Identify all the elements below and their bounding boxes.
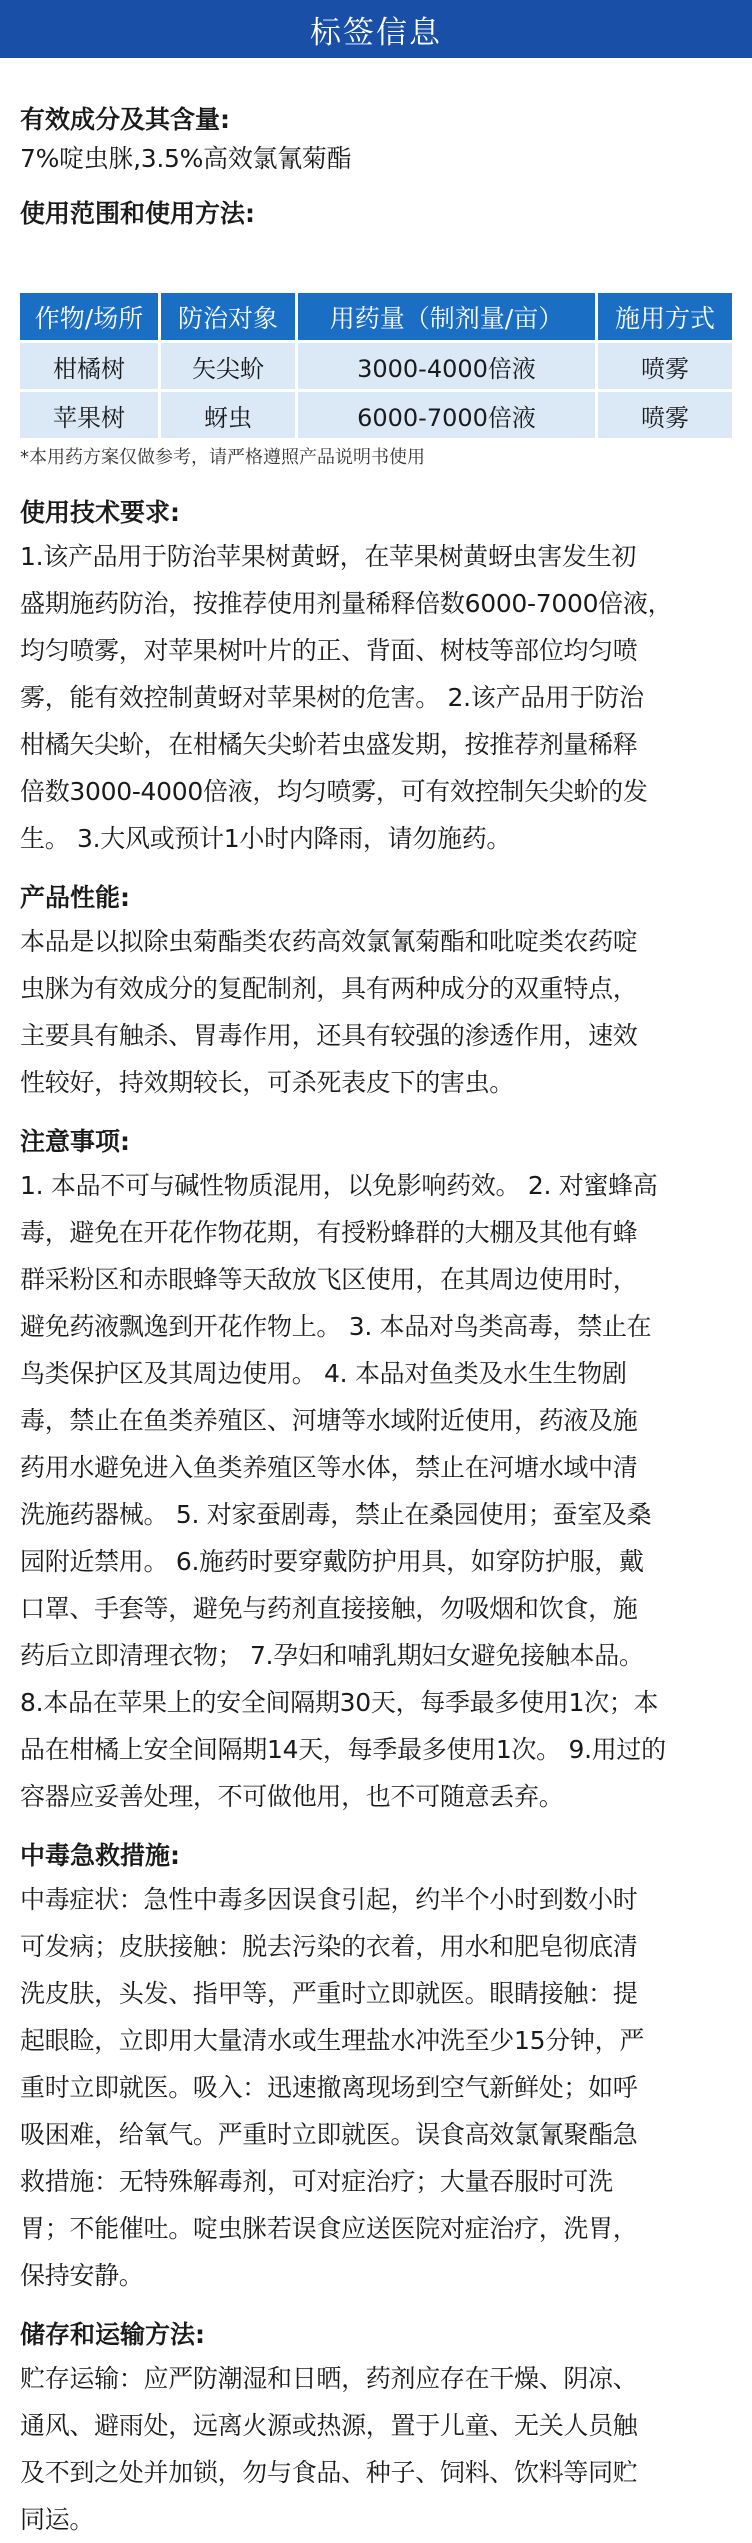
- storage-line: 贮存运输：应严防潮湿和日晒，药剂应存在干燥、阴凉、: [20, 2364, 638, 2393]
- ingredients-section: [20, 100, 732, 178]
- table-row: [20, 392, 732, 438]
- cautions-title: 注意事项:: [20, 1127, 130, 1156]
- first-aid-section: [20, 1836, 732, 2299]
- first-aid-line: 起眼睑，立即用大量清水或生理盐水冲洗至少15分钟，严: [20, 2026, 645, 2055]
- technique-line: 柑橘矢尖蚧，在柑橘矢尖蚧若虫盛发期，按推荐剂量稀释: [20, 730, 638, 759]
- table-cell-dosage: 3000-4000倍液: [298, 343, 595, 389]
- performance-line: 虫脒为有效成分的复配制剂，具有两种成分的双重特点，: [20, 974, 638, 1003]
- label-content: [0, 100, 752, 2543]
- cautions-line: 群采粉区和赤眼蜂等天敌放飞区使用，在其周边使用时，: [20, 1265, 638, 1294]
- cautions-line: 1. 本品不可与碱性物质混用，以免影响药效。 2. 对蜜蜂高: [20, 1171, 658, 1200]
- technique-section: [20, 493, 732, 862]
- technique-line: 倍数3000-4000倍液，均匀喷雾，可有效控制矢尖蚧的发: [20, 777, 648, 806]
- first-aid-body: [20, 1876, 732, 2299]
- table-cell-method: 喷雾: [598, 343, 732, 389]
- storage-section: [20, 2315, 732, 2543]
- first-aid-line: 胃；不能催吐。啶虫脒若误食应送医院对症治疗，洗胃，: [20, 2214, 638, 2243]
- performance-line: 本品是以拟除虫菊酯类农药高效氯氰菊酯和吡啶类农药啶: [20, 927, 638, 956]
- column-header-target: 防治对象: [161, 293, 295, 340]
- cautions-line: 洗施药器械。 5. 对家蚕剧毒，禁止在桑园使用；蚕室及桑: [20, 1500, 652, 1529]
- technique-line: 1.该产品用于防治苹果树黄蚜，在苹果树黄蚜虫害发生初: [20, 542, 637, 571]
- table-cell-dosage: 6000-7000倍液: [298, 392, 595, 438]
- table-cell-target: 蚜虫: [161, 392, 295, 438]
- column-header-dosage: 用药量（制剂量/亩）: [298, 293, 595, 340]
- performance-line: 主要具有触杀、胃毒作用，还具有较强的渗透作用，速效: [20, 1021, 638, 1050]
- cautions-line: 药后立即清理衣物； 7.孕妇和哺乳期妇女避免接触本品。: [20, 1641, 644, 1670]
- cautions-line: 容器应妥善处理，不可做他用，也不可随意丢弃。: [20, 1782, 564, 1811]
- usage-table: [17, 290, 735, 441]
- storage-body: [20, 2355, 732, 2543]
- cautions-line: 园附近禁用。 6.施药时要穿戴防护用具，如穿防护服，戴: [20, 1547, 644, 1576]
- first-aid-line: 重时立即就医。吸入：迅速撤离现场到空气新鲜处；如呼: [20, 2073, 638, 2102]
- table-cell-target: 矢尖蚧: [161, 343, 295, 389]
- cautions-body: [20, 1162, 732, 1820]
- technique-title: 使用技术要求:: [20, 498, 180, 527]
- cautions-line: 鸟类保护区及其周边使用。 4. 本品对鱼类及水生生物剧: [20, 1359, 627, 1388]
- column-header-method: 施用方式: [598, 293, 732, 340]
- storage-line: 通风、避雨处，远离火源或热源，置于儿童、无关人员触: [20, 2411, 638, 2440]
- performance-line: 性较好，持效期较长，可杀死表皮下的害虫。: [20, 1068, 515, 1097]
- first-aid-line: 可发病；皮肤接触：脱去污染的衣着，用水和肥皂彻底清: [20, 1932, 638, 1961]
- cautions-section: [20, 1122, 732, 1820]
- first-aid-line: 中毒症状：急性中毒多因误食引起，约半个小时到数小时: [20, 1885, 638, 1914]
- usage-table-header-row: [20, 293, 732, 340]
- technique-line: 盛期施药防治，按推荐使用剂量稀释倍数6000-7000倍液，: [20, 589, 673, 618]
- scope-section: [20, 194, 732, 471]
- technique-line: 均匀喷雾，对苹果树叶片的正、背面、树枝等部位均匀喷: [20, 636, 638, 665]
- first-aid-line: 保持安静。: [20, 2261, 144, 2290]
- first-aid-line: 洗皮肤，头发、指甲等，严重时立即就医。眼睛接触：提: [20, 1979, 638, 2008]
- cautions-line: 避免药液飘逸到开花作物上。 3. 本品对鸟类高毒，禁止在: [20, 1312, 652, 1341]
- technique-line: 雾，能有效控制黄蚜对苹果树的危害。 2.该产品用于防治: [20, 683, 644, 712]
- cautions-line: 毒，避免在开花作物花期，有授粉蜂群的大棚及其他有蜂: [20, 1218, 638, 1247]
- table-row: [20, 343, 732, 389]
- technique-body: [20, 533, 732, 862]
- technique-line: 生。 3.大风或预计1小时内降雨，请勿施药。: [20, 824, 512, 853]
- scope-title: 使用范围和使用方法:: [20, 199, 255, 228]
- cautions-line: 药用水避免进入鱼类养殖区等水体，禁止在河塘水域中清: [20, 1453, 638, 1482]
- ingredients-title: 有效成分及其含量:: [20, 105, 230, 134]
- table-cell-method: 喷雾: [598, 392, 732, 438]
- storage-line: 及不到之处并加锁，勿与食品、种子、饲料、饮料等同贮: [20, 2458, 638, 2487]
- performance-body: [20, 918, 732, 1106]
- page-title: 标签信息: [310, 14, 442, 51]
- cautions-line: 毒，禁止在鱼类养殖区、河塘等水域附近使用，药液及施: [20, 1406, 638, 1435]
- storage-line: 同运。: [20, 2505, 95, 2534]
- usage-disclaimer: *本用药方案仅做参考，请严格遵照产品说明书使用: [20, 447, 425, 468]
- storage-title: 储存和运输方法:: [20, 2320, 205, 2349]
- cautions-line: 品在柑橘上安全间隔期14天，每季最多使用1次。 9.用过的: [20, 1735, 666, 1764]
- ingredients-body: 7%啶虫脒,3.5%高效氯氰菊酯: [20, 144, 352, 173]
- first-aid-title: 中毒急救措施:: [20, 1841, 180, 1870]
- first-aid-line: 吸困难，给氧气。严重时立即就医。误食高效氯氰聚酯急: [20, 2120, 638, 2149]
- cautions-line: 口罩、手套等，避免与药剂直接接触，勿吸烟和饮食，施: [20, 1594, 638, 1623]
- first-aid-line: 救措施：无特殊解毒剂，可对症治疗；大量吞服时可洗: [20, 2167, 613, 2196]
- table-cell-crop: 苹果树: [20, 392, 158, 438]
- performance-section: [20, 878, 732, 1106]
- cautions-line: 8.本品在苹果上的安全间隔期30天，每季最多使用1次；本: [20, 1688, 659, 1717]
- page-header: [0, 0, 752, 58]
- table-cell-crop: 柑橘树: [20, 343, 158, 389]
- column-header-crop: 作物/场所: [20, 293, 158, 340]
- performance-title: 产品性能:: [20, 883, 130, 912]
